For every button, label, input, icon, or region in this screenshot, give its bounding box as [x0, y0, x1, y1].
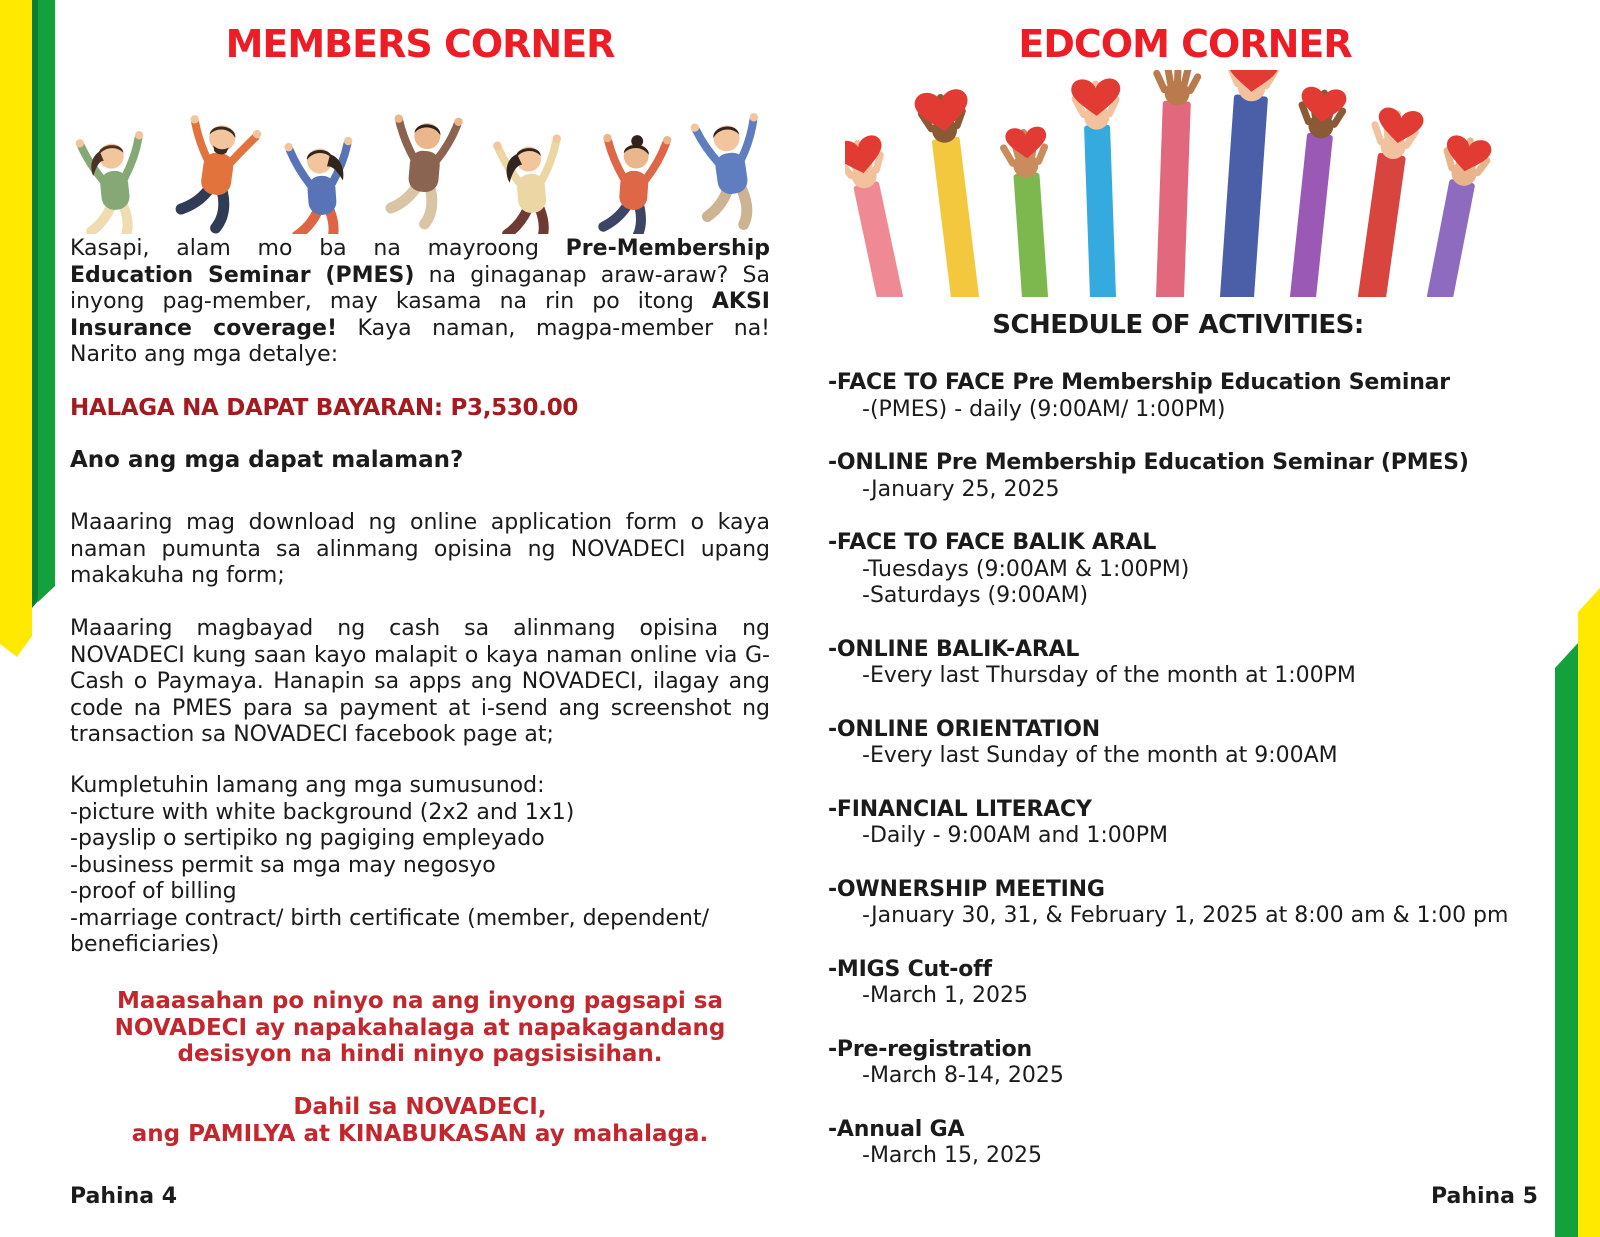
schedule-item-detail: -Every last Sunday of the month at 9:00AM: [862, 743, 1338, 768]
schedule-item-detail: -(PMES) - daily (9:00AM/ 1:00PM): [862, 396, 1226, 422]
jumping-people-illustration: [64, 64, 792, 234]
raised-hand: [913, 88, 992, 297]
closing-tagline: [70, 1094, 770, 1147]
schedule-item: [828, 1037, 1568, 1090]
amount-due-line: HALAGA NA DAPAT BAYARAN: P3,530.00: [70, 395, 579, 421]
schedule-item-detail: -March 15, 2025: [862, 1143, 1042, 1168]
question-heading: Ano ang mga dapat malaman?: [70, 447, 464, 473]
page-number-right: Pahina 5: [1430, 1184, 1538, 1209]
paragraph-download: Maaaring mag download ng online application form o kaya naman pumunta sa alinmang opisina ng NOVADECI upang makakuha ng form;: [70, 510, 770, 588]
tagline-line-2: ang PAMILYA at KINABUKASAN ay mahalaga.: [131, 1120, 709, 1147]
paragraph-payment: Maaaring magbayad ng cash sa alinmang opisina ng NOVADECI kung saan kayo malapit o kaya naman online via G-Cash o Paymaya. Hanapin sa apps ang NOVADECI, ilagay ang code na PMES para sa payment at i-send ang screenshot ng transaction sa NOVADECI facebook page at;: [70, 616, 770, 747]
intro-bold-aksi: AKSI Insurance coverage!: [70, 289, 770, 341]
schedule-item-detail: -January 25, 2025: [862, 476, 1060, 502]
requirement-item: -business permit sa mga may negosyo: [70, 852, 496, 878]
schedule-item-title: -Pre-registration: [828, 1036, 1032, 1062]
schedule-item-title: -Annual GA: [828, 1116, 965, 1142]
intro-text: na ginaganap araw-araw? Sa inyong pag-member, may kasama na rin po itong: [70, 262, 770, 314]
schedule-item: [828, 877, 1568, 930]
schedule-item: [828, 717, 1568, 770]
schedule-item-title: -FINANCIAL LITERACY: [828, 796, 1092, 822]
schedule-item-detail: -March 8-14, 2025: [862, 1063, 1064, 1088]
requirements-lead: Kumpletuhin lamang ang mga sumusunod:: [70, 773, 545, 798]
raised-hand: [1002, 126, 1057, 297]
raised-hand: [1149, 70, 1198, 297]
requirement-item: -picture with white background (2x2 and 1x1): [70, 799, 575, 825]
schedule-item-detail: -January 30, 31, & February 1, 2025 at 8:00 am & 1:00 pm: [862, 903, 1509, 928]
requirement-item: -marriage contract/ birth certificate (member, dependent/ beneficiaries): [70, 905, 710, 957]
schedule-item-title: -ONLINE BALIK-ARAL: [828, 636, 1080, 662]
closing-message: Maaasahan po ninyo na ang inyong pagsapi sa NOVADECI ay napakahalaga at napakagandang desisyon na hindi ninyo pagsisisihan.: [114, 988, 726, 1067]
intro-text: Kaya naman, magpa-member na! Narito ang mga detalye:: [70, 315, 771, 367]
raised-hand: [845, 134, 914, 297]
raised-hand: [1211, 70, 1279, 297]
edcom-corner-title: EDCOM CORNER: [1018, 22, 1352, 66]
raised-hand: [1417, 134, 1493, 297]
requirements-block: [70, 773, 770, 959]
requirement-item: -payslip o sertipiko ng pagiging empleyado: [70, 826, 545, 851]
schedule-item-title: -ONLINE Pre Membership Education Seminar (PMES): [828, 450, 1469, 475]
schedule-item-title: -MIGS Cut-off: [828, 956, 992, 982]
schedule-item-title: -FACE TO FACE Pre Membership Education Seminar: [828, 370, 1450, 395]
schedule-item-title: -ONLINE ORIENTATION: [828, 716, 1100, 742]
schedule-item: [828, 530, 1568, 610]
raised-hands-illustration: [845, 70, 1495, 297]
schedule-item: [828, 1117, 1568, 1170]
intro-text: Kasapi, alam mo ba na mayroong: [70, 236, 566, 261]
schedule-heading: SCHEDULE OF ACTIVITIES:: [992, 310, 1364, 340]
schedule-item: [828, 637, 1568, 690]
left-edge-ribbon: [0, 0, 60, 670]
schedule-item: [828, 370, 1568, 423]
tagline-line-1: Dahil sa NOVADECI,: [293, 1094, 547, 1120]
raised-hand: [1071, 78, 1128, 297]
schedule-item-detail: -Tuesdays (9:00AM & 1:00PM): [862, 556, 1190, 582]
page-number-left: Pahina 4: [70, 1184, 178, 1209]
schedule-item: [828, 797, 1568, 850]
schedule-list: [828, 370, 1568, 1197]
schedule-item-detail: -Every last Thursday of the month at 1:00PM: [862, 663, 1356, 688]
requirement-item: -proof of billing: [70, 879, 237, 904]
raised-hand: [1280, 86, 1347, 297]
schedule-item-title: -OWNERSHIP MEETING: [828, 876, 1105, 902]
schedule-item: [828, 957, 1568, 1010]
members-corner-title: MEMBERS CORNER: [225, 22, 615, 66]
raised-hand: [1351, 106, 1425, 297]
schedule-item-title: -FACE TO FACE BALIK ARAL: [828, 530, 1157, 555]
schedule-item: [828, 450, 1568, 503]
schedule-item-detail: -Saturdays (9:00AM): [862, 583, 1089, 608]
intro-bold-pmes: Pre-Membership Education Seminar (PMES): [70, 236, 770, 288]
schedule-item-detail: -Daily - 9:00AM and 1:00PM: [862, 823, 1168, 848]
intro-paragraph: [70, 236, 770, 369]
schedule-item-detail: -March 1, 2025: [862, 983, 1028, 1008]
